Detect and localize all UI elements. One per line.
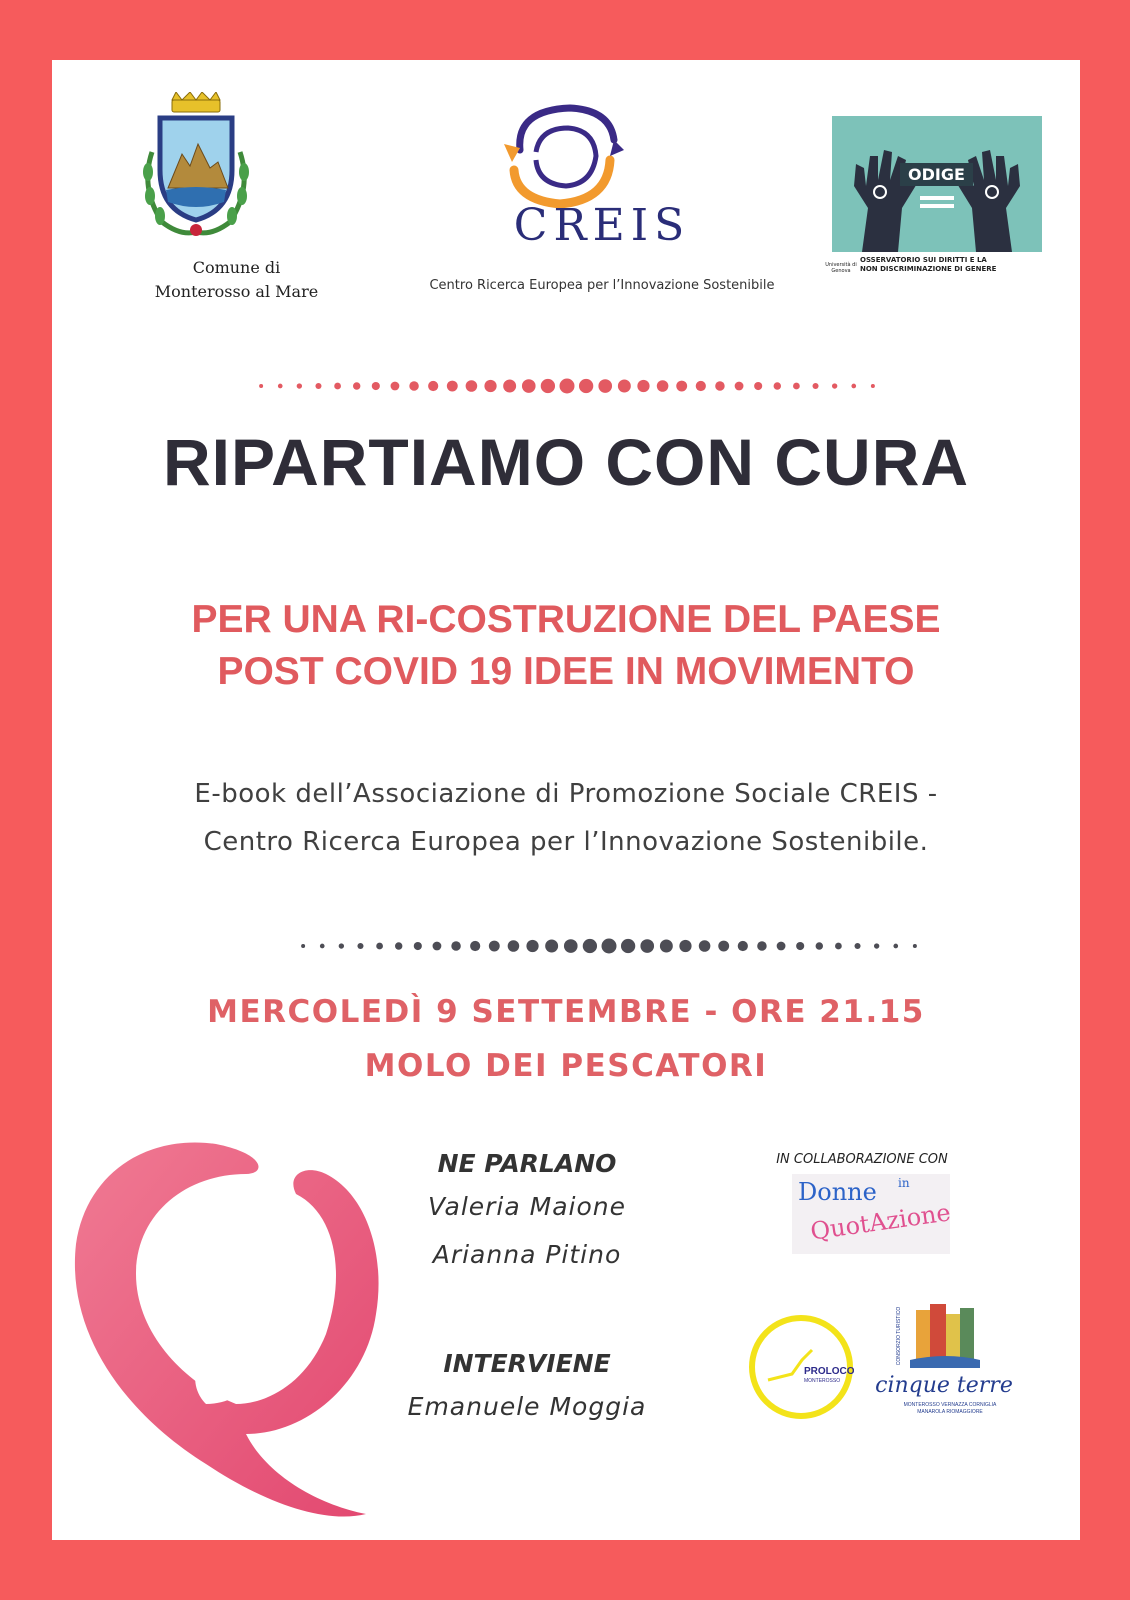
divider-dot xyxy=(297,383,302,388)
speaker-name: Arianna Pitino xyxy=(432,1240,622,1269)
divider-dot xyxy=(391,382,400,391)
divider-dot xyxy=(503,380,516,393)
divider-dot xyxy=(484,380,496,392)
divider-dot xyxy=(832,383,837,388)
divider-dot xyxy=(757,941,767,951)
divider-dot xyxy=(579,379,593,393)
speaker-name: Valeria Maione xyxy=(428,1192,626,1221)
divider-dot xyxy=(259,384,263,388)
divider-dot xyxy=(715,381,725,391)
creis-subtitle: Centro Ricerca Europea per l’Innovazione Sostenibile xyxy=(429,278,775,293)
divider-dot xyxy=(621,939,635,953)
divider-dot xyxy=(353,382,360,389)
divider-dot xyxy=(640,939,654,953)
divider-dot xyxy=(816,942,823,949)
divider-dot xyxy=(451,941,461,951)
description-line1: E-book dell’Associazione di Promozione Sociale CREIS - xyxy=(194,779,938,809)
divider-dot xyxy=(545,940,558,953)
divider-dot xyxy=(774,382,781,389)
cinque-terre-arc: CONSORZIO TURISTICO xyxy=(896,1306,902,1366)
speakers-heading: NE PARLANO xyxy=(437,1149,617,1178)
divider-dot xyxy=(433,942,442,951)
divider-dot xyxy=(754,382,762,390)
divider-dot xyxy=(564,939,578,953)
divider-dot xyxy=(278,384,283,389)
divider-dot xyxy=(851,384,856,389)
divider-dot xyxy=(657,380,669,392)
divider-dot xyxy=(320,944,325,949)
subtitle-line2: POST COVID 19 IDEE IN MOVIMENTO xyxy=(217,650,915,693)
mother-child-heart-icon xyxy=(66,1134,396,1538)
odige-name: ODIGE xyxy=(900,163,973,186)
guest-block xyxy=(377,1346,677,1432)
odige-subtitle xyxy=(860,256,1050,274)
description xyxy=(52,770,1080,866)
comune-name xyxy=(134,256,339,304)
odige-subtitle-line2: NON DISCRIMINAZIONE DI GENERE xyxy=(860,265,997,273)
divider-dot xyxy=(315,383,321,389)
divider-dot xyxy=(602,939,617,954)
guest-name: Emanuele Moggia xyxy=(407,1392,647,1421)
divider-dot xyxy=(913,944,917,948)
divider-dot xyxy=(583,939,597,953)
divider-dot xyxy=(376,943,383,950)
divider-dot xyxy=(793,383,800,390)
page-title: RIPARTIAMO CON CURA xyxy=(162,425,970,499)
speakers-block xyxy=(377,1146,677,1278)
cinque-terre-name: cinque terre xyxy=(875,1373,1013,1398)
divider-dot xyxy=(812,383,818,389)
event-details xyxy=(52,985,1080,1093)
collaboration-label: IN COLLABORAZIONE CON xyxy=(776,1152,948,1167)
divider-dot xyxy=(447,381,458,392)
event-location: MOLO DEI PESCATORI xyxy=(364,1048,768,1084)
divider-dot xyxy=(735,382,744,391)
cinque-terre-towns-2: MANAROLA RIOMAGGIORE xyxy=(917,1409,983,1415)
divider-dot xyxy=(560,379,575,394)
divider-dot xyxy=(541,379,555,393)
poster-card xyxy=(52,60,1080,1540)
dots-divider-middle xyxy=(284,936,934,960)
description-line2: Centro Ricerca Europea per l’Innovazione Sostenibile. xyxy=(203,827,929,857)
divider-dot xyxy=(660,940,673,953)
proloco-logo-icon xyxy=(748,1314,854,1424)
divider-dot xyxy=(339,943,344,948)
divider-dot xyxy=(508,940,520,952)
university-label: Università di Genova xyxy=(825,262,857,274)
cinque-terre-towns-1: MONTEROSSO VERNAZZA CORNIGLIA xyxy=(903,1402,997,1408)
divider-dot xyxy=(718,941,729,952)
divider-dot xyxy=(679,940,691,952)
divider-dot xyxy=(470,941,480,951)
divider-dot xyxy=(334,383,341,390)
creis-swirl-icon xyxy=(490,100,640,214)
divider-dot xyxy=(598,379,612,393)
divider-dot xyxy=(414,942,422,950)
donne-in-word: in xyxy=(898,1176,910,1190)
coat-of-arms-icon xyxy=(132,92,260,246)
odige-subtitle-line1: OSSERVATORIO SUI DIRITTI E LA xyxy=(860,256,987,264)
subtitle-line1: PER UNA RI-COSTRUZIONE DEL PAESE xyxy=(191,598,941,641)
divider-dot xyxy=(796,942,804,950)
cinque-terre-logo-icon xyxy=(870,1296,1020,1430)
divider-dot xyxy=(696,381,706,391)
divider-dot xyxy=(874,943,879,948)
divider-dot xyxy=(357,943,363,949)
divider-dot xyxy=(618,380,631,393)
divider-dot xyxy=(466,380,478,392)
proloco-name: PROLOCO xyxy=(804,1366,854,1377)
divider-dot xyxy=(871,384,875,388)
divider-dot xyxy=(526,940,538,952)
dots-divider-top xyxy=(242,376,892,400)
proloco-place: MONTEROSSO xyxy=(804,1378,841,1384)
divider-dot xyxy=(522,379,536,393)
divider-dot xyxy=(395,942,402,949)
guest-heading: INTERVIENE xyxy=(443,1349,611,1378)
divider-dot xyxy=(489,941,500,952)
comune-line2: Monterosso al Mare xyxy=(154,282,319,301)
divider-dot xyxy=(738,941,748,951)
divider-dot xyxy=(699,940,711,952)
divider-dot xyxy=(676,381,687,392)
divider-dot xyxy=(854,943,860,949)
quotazione-word: QuotAzione xyxy=(808,1198,953,1246)
subtitle xyxy=(52,594,1080,698)
divider-dot xyxy=(428,381,438,391)
divider-dot xyxy=(409,381,419,391)
divider-dot xyxy=(372,382,380,390)
comune-line1: Comune di xyxy=(192,258,281,277)
event-date-time: MERCOLEDÌ 9 SETTEMBRE - ORE 21.15 xyxy=(207,994,925,1030)
divider-dot xyxy=(301,944,305,948)
divider-dot xyxy=(893,944,898,949)
creis-name: CREIS xyxy=(513,200,691,251)
divider-dot xyxy=(637,380,649,392)
divider-dot xyxy=(835,943,842,950)
donne-word: Donne xyxy=(798,1178,877,1206)
divider-dot xyxy=(777,942,786,951)
